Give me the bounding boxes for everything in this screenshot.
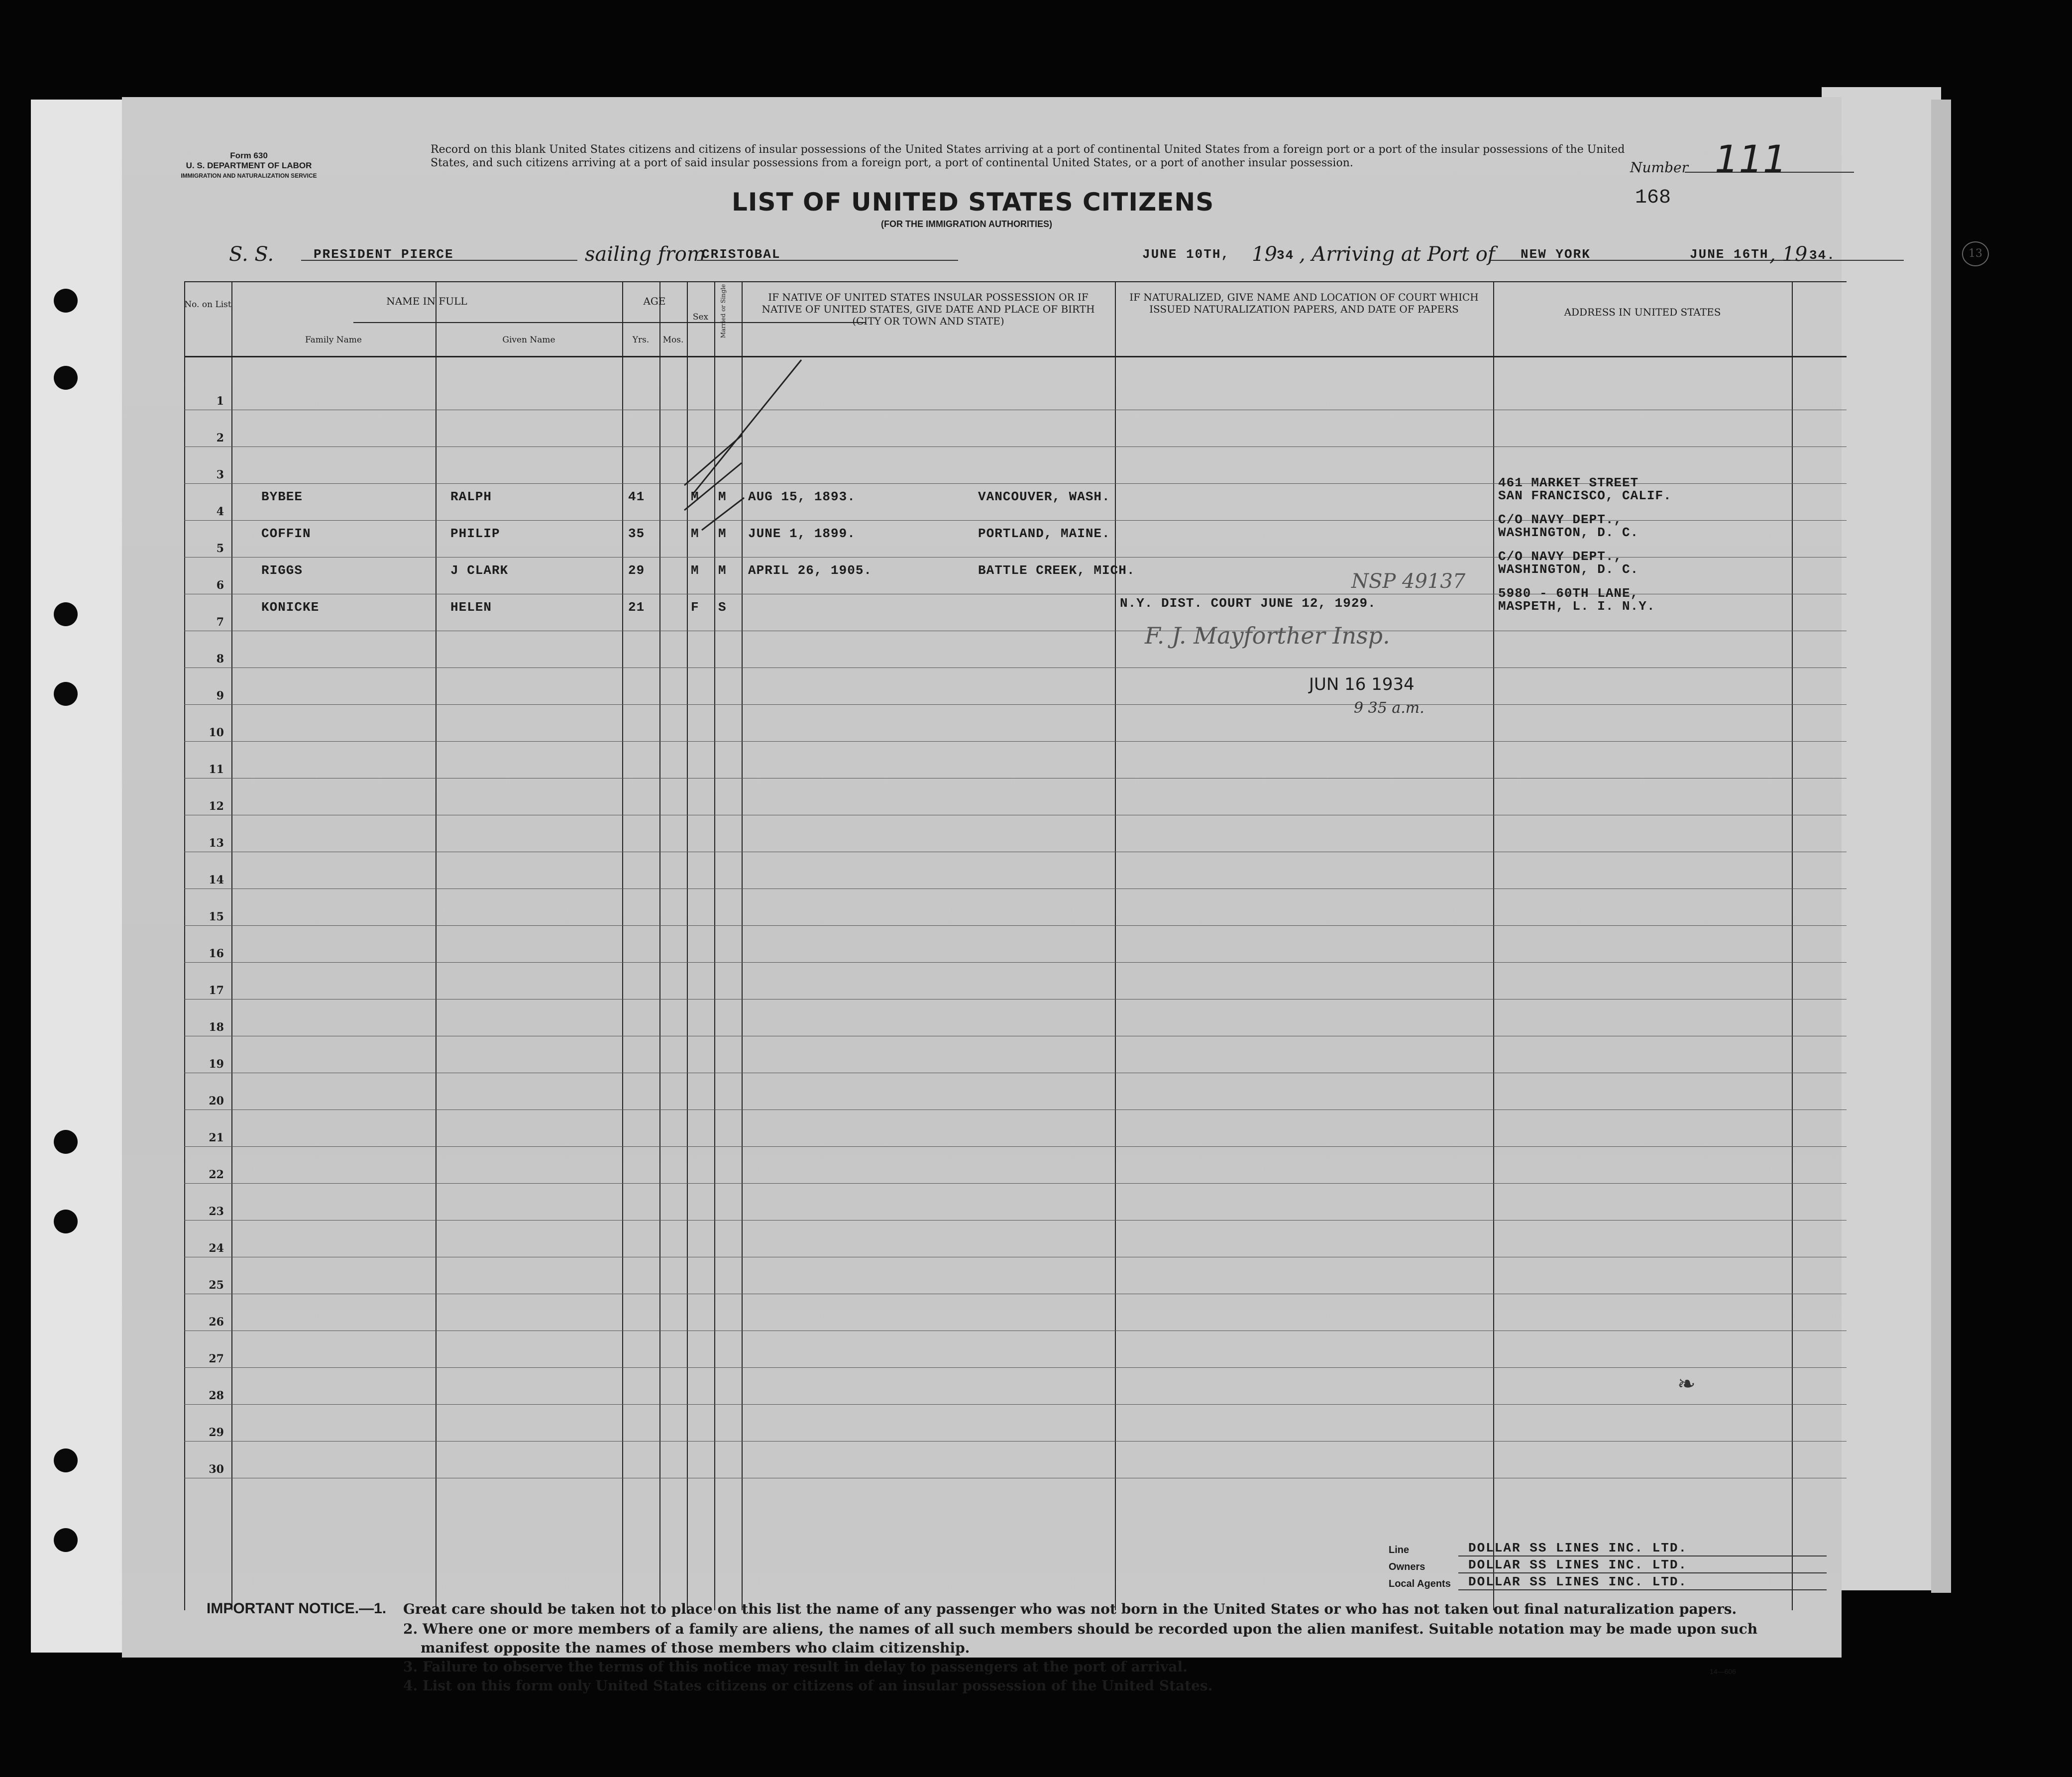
- address-line-1: C/O NAVY DEPT.,: [1498, 512, 1623, 527]
- header-bottom-border: [184, 356, 1847, 357]
- check-mark-stroke: [702, 498, 744, 530]
- header-name-in-full: NAME IN FULL: [386, 295, 467, 307]
- given-name: PHILIP: [450, 526, 500, 541]
- header-sex: Sex: [692, 312, 709, 322]
- marital-status: M: [718, 526, 727, 541]
- manifest-sheet: [122, 97, 1982, 1694]
- address-line-1: 5980 - 60TH LANE,: [1498, 586, 1639, 601]
- departure-year: 34: [1277, 248, 1295, 263]
- address-line-2: WASHINGTON, D. C.: [1498, 562, 1639, 577]
- age-years: 41: [628, 489, 645, 504]
- address-line-2: MASPETH, L. I. N.Y.: [1498, 599, 1655, 614]
- punch-hole: [54, 1528, 78, 1552]
- row-number: 23: [209, 1205, 224, 1218]
- notice-item-3: 3. Failure to observe the terms of this notice may result in delay to passengers at the port of arrival.: [403, 1659, 1188, 1675]
- local-agents-row: [1389, 1574, 1837, 1591]
- line-label: Line: [1389, 1545, 1410, 1555]
- ship-name: PRESIDENT PIERCE: [314, 247, 454, 262]
- owners-value: DOLLAR SS LINES INC. LTD.: [1468, 1557, 1688, 1572]
- naturalization-court: N.Y. DIST. COURT JUNE 12, 1929.: [1120, 596, 1376, 611]
- header-age: AGE: [643, 295, 666, 307]
- birth-date: APRIL 26, 1905.: [748, 563, 872, 578]
- page-title: LIST OF UNITED STATES CITIZENS: [732, 188, 1214, 217]
- row-number: 21: [209, 1131, 224, 1144]
- birth-place: VANCOUVER, WASH.: [978, 489, 1110, 504]
- punch-hole: [54, 1448, 78, 1472]
- owners-underline: [1458, 1572, 1827, 1573]
- punch-hole: [54, 366, 78, 390]
- header-married-single: Married or Single: [720, 284, 727, 338]
- voyage-line: [229, 243, 1836, 268]
- notice-item-2b: manifest opposite the names of those members who claim citizenship.: [421, 1640, 970, 1656]
- form-identifier: [174, 151, 324, 181]
- col-border: [622, 281, 623, 1610]
- row-number: 8: [216, 653, 224, 666]
- form-number: Form 630: [230, 151, 268, 160]
- notice-item-2a: 2. Where one or more members of a family are aliens, the names of all such members should be recorded upon the alien manifest. Suitable notation may be made upon such: [403, 1621, 1758, 1637]
- col-border: [659, 281, 660, 1610]
- binder-strip: [31, 100, 135, 1653]
- row-line: [184, 1441, 1847, 1442]
- departure-date: JUNE 10TH,: [1142, 247, 1230, 262]
- row-line: [184, 1404, 1847, 1405]
- row-number: 26: [209, 1316, 224, 1329]
- departure-year-prefix: 19: [1252, 243, 1277, 266]
- arrival-date: JUNE 16TH: [1690, 247, 1769, 262]
- row-number: 14: [209, 874, 224, 887]
- local-agents-underline: [1458, 1589, 1827, 1590]
- inspector-signature: F. J. Mayforther Insp.: [1145, 622, 1390, 649]
- marital-status: M: [718, 563, 727, 578]
- family-name: BYBEE: [261, 489, 303, 504]
- row-number: 5: [216, 542, 224, 555]
- page-edge-back: [1931, 100, 1951, 1593]
- marital-status: M: [718, 489, 727, 504]
- ss-label: S. S.: [229, 243, 274, 266]
- family-name: KONICKE: [261, 600, 320, 615]
- department: U. S. DEPARTMENT OF LABOR: [186, 161, 312, 170]
- age-years: 29: [628, 563, 645, 578]
- row-number: 3: [216, 468, 224, 481]
- row-line: [184, 1183, 1847, 1184]
- service: IMMIGRATION AND NATURALIZATION SERVICE: [181, 172, 317, 179]
- arrival-year: 34.: [1809, 248, 1836, 263]
- arrival-port: NEW YORK: [1521, 247, 1591, 262]
- row-number: 4: [216, 505, 224, 518]
- row-number: 6: [216, 579, 224, 592]
- col-border: [1115, 281, 1116, 1610]
- row-line: [184, 704, 1847, 705]
- citizen-table: [184, 281, 1847, 1625]
- page-subtitle: (FOR THE IMMIGRATION AUTHORITIES): [881, 219, 1052, 229]
- row-line: [184, 667, 1847, 668]
- row-number: 2: [216, 432, 224, 444]
- header-yrs: Yrs.: [632, 335, 650, 345]
- header-naturalization: IF NATURALIZED, GIVE NAME AND LOCATION OF COURT WHICH ISSUED NATURALIZATION PAPERS, AND DATE OF PAPERS: [1129, 291, 1479, 315]
- line-value: DOLLAR SS LINES INC. LTD.: [1468, 1541, 1688, 1555]
- address-line-2: WASHINGTON, D. C.: [1498, 525, 1639, 540]
- row-number: 10: [209, 726, 224, 739]
- row-line: [184, 1220, 1847, 1221]
- header-family-name: Family Name: [305, 335, 362, 345]
- sex: F: [691, 600, 699, 615]
- row-number: 28: [209, 1389, 224, 1402]
- notice-item-4: 4. List on this form only United States citizens or citizens of an insular possession of the United States.: [403, 1677, 1213, 1694]
- departure-port: CRISTOBAL: [702, 247, 781, 262]
- row-number: 19: [209, 1058, 224, 1071]
- row-number: 11: [209, 763, 224, 776]
- owners-label: Owners: [1389, 1561, 1425, 1572]
- sex: M: [691, 489, 699, 504]
- arriving-label: , Arriving at Port of: [1299, 243, 1495, 266]
- secondary-number: 168: [1635, 187, 1671, 209]
- naturalization-cert-number: NSP 49137: [1351, 570, 1466, 593]
- row-line: [184, 446, 1847, 447]
- row-number: 25: [209, 1279, 224, 1292]
- row-number: 20: [209, 1095, 224, 1108]
- address-line-1: C/O NAVY DEPT.,: [1498, 549, 1623, 564]
- given-name: RALPH: [450, 489, 492, 504]
- row-number: 13: [209, 837, 224, 850]
- circled-note: 13: [1962, 241, 1989, 266]
- family-name: COFFIN: [261, 526, 311, 541]
- table-top-border: [184, 281, 1847, 282]
- given-name: HELEN: [450, 600, 492, 615]
- col-border: [1792, 281, 1793, 1610]
- sailing-from-label: sailing from: [585, 243, 706, 266]
- family-name: RIGGS: [261, 563, 303, 578]
- birth-place: PORTLAND, MAINE.: [978, 526, 1110, 541]
- header-mos: Mos.: [662, 335, 684, 345]
- instructions: Record on this blank United States citizens and citizens of insular possessions of the United States arriving at a port of continental United States from a foreign port or a port of the insular possessions of the United States, and such citizens arriving at a port of said insular possessions from a foreign port, a port of continental United States, or a port of another insular possession.: [431, 143, 1625, 169]
- header-birth: IF NATIVE OF UNITED STATES INSULAR POSSESSION OR IF NATIVE OF UNITED STATES, GIVE DATE AND PLACE OF BIRTH (CITY OR TOWN AND STATE): [762, 291, 1095, 327]
- row-line: [184, 1367, 1847, 1368]
- col-border: [1493, 281, 1494, 1610]
- header-address: ADDRESS IN UNITED STATES: [1564, 306, 1721, 318]
- line-underline: [1458, 1555, 1827, 1556]
- arrival-year-prefix: , 19: [1769, 243, 1808, 266]
- row-number: 18: [209, 1021, 224, 1034]
- notice-item-1: Great care should be taken not to place on this list the name of any passenger who was not born in the United States or who has not taken out final naturalization papers.: [403, 1601, 1737, 1617]
- age-years: 35: [628, 526, 645, 541]
- row-number: 27: [209, 1352, 224, 1365]
- row-number: 16: [209, 947, 224, 960]
- local-agents-value: DOLLAR SS LINES INC. LTD.: [1468, 1574, 1688, 1589]
- notice-label: IMPORTANT NOTICE.—1.: [207, 1600, 387, 1617]
- form-code: 14—606: [1710, 1667, 1736, 1675]
- punch-hole: [54, 1130, 78, 1154]
- birth-date: AUG 15, 1893.: [748, 489, 856, 504]
- row-number: 12: [209, 800, 224, 813]
- list-number: 111: [1715, 137, 1787, 181]
- closing-mark-icon: ❧: [1677, 1371, 1696, 1397]
- birth-date: JUNE 1, 1899.: [748, 526, 856, 541]
- punch-hole: [54, 602, 78, 626]
- row-number: 24: [209, 1242, 224, 1255]
- row-line: [184, 925, 1847, 926]
- line-row: [1389, 1541, 1837, 1557]
- sex: M: [691, 563, 699, 578]
- check-mark-stroke: [692, 360, 801, 495]
- punch-hole: [54, 682, 78, 706]
- inspection-stamp-date: JUN 16 1934: [1309, 674, 1415, 694]
- header-no-on-list: No. on List: [184, 300, 231, 310]
- row-number: 9: [216, 689, 224, 702]
- check-marks: [682, 356, 811, 535]
- shipping-agents: [1389, 1541, 1837, 1591]
- row-number: 29: [209, 1426, 224, 1439]
- number-label: Number: [1630, 159, 1688, 176]
- age-years: 21: [628, 600, 645, 615]
- address-line-1: 461 MARKET STREET: [1498, 475, 1639, 490]
- row-number: 30: [209, 1463, 224, 1476]
- check-mark-stroke: [684, 436, 742, 485]
- local-agents-label: Local Agents: [1389, 1578, 1451, 1589]
- given-name: J CLARK: [450, 563, 509, 578]
- marital-status: S: [718, 600, 727, 615]
- row-number: 22: [209, 1168, 224, 1181]
- birth-place: BATTLE CREEK, MICH.: [978, 563, 1135, 578]
- row-line: [184, 1146, 1847, 1147]
- punch-hole: [54, 289, 78, 313]
- col-border: [231, 281, 232, 1610]
- sex: M: [691, 526, 699, 541]
- col-border: [184, 281, 185, 1610]
- address-line-2: SAN FRANCISCO, CALIF.: [1498, 488, 1672, 503]
- inspection-time: 9 35 a.m.: [1354, 699, 1424, 717]
- row-line: [184, 888, 1847, 889]
- header-given-name: Given Name: [502, 335, 555, 345]
- row-number: 17: [209, 984, 224, 997]
- row-line: [184, 962, 1847, 963]
- owners-row: [1389, 1557, 1837, 1574]
- punch-hole: [54, 1210, 78, 1233]
- row-line: [184, 999, 1847, 1000]
- row-number: 1: [216, 395, 224, 408]
- row-number: 15: [209, 910, 224, 923]
- row-line: [184, 741, 1847, 742]
- row-number: 7: [216, 616, 224, 629]
